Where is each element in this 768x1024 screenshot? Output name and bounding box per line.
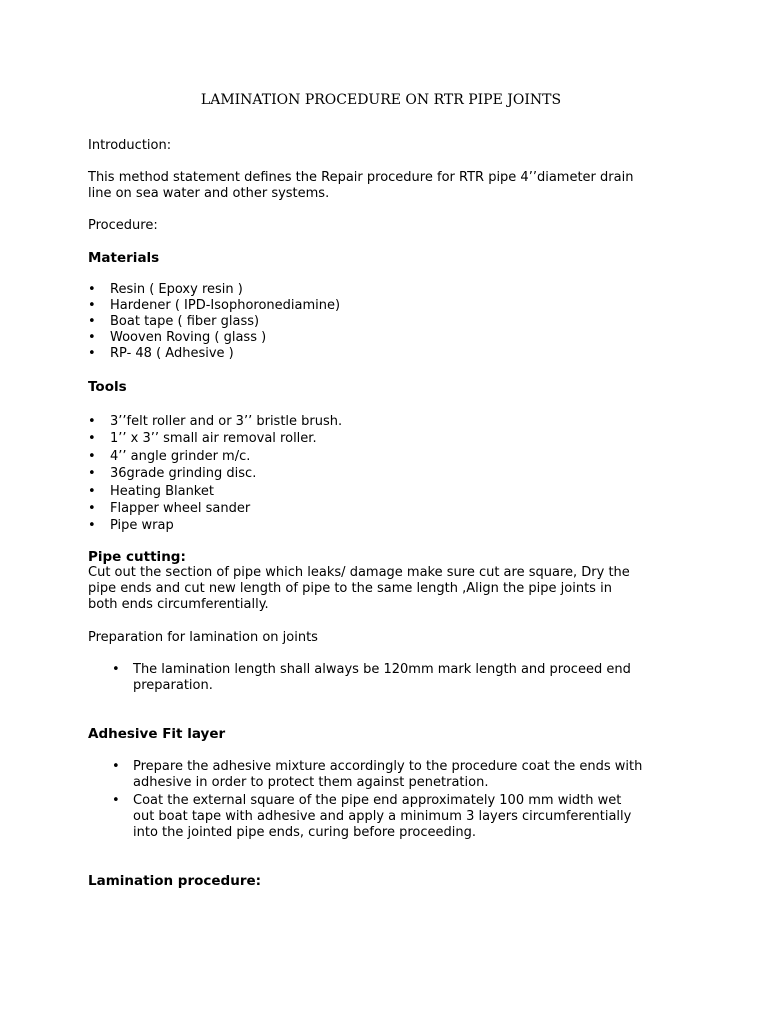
- materials-heading: Materials: [88, 250, 160, 266]
- pipe-cutting-section: [88, 549, 688, 613]
- bullet-icon: •: [88, 314, 96, 329]
- bullet-icon: •: [88, 501, 96, 517]
- list-item: • 4’’ angle grinder m/c.: [88, 448, 251, 464]
- bullet-icon: •: [88, 346, 96, 361]
- tools-heading: Tools: [88, 379, 127, 395]
- adhesive-fit-heading: Adhesive Fit layer: [88, 726, 226, 742]
- bullet-icon: •: [88, 414, 96, 429]
- bullet-icon: •: [88, 330, 96, 345]
- list-item: • Hardener ( IPD-Isophoronediamine): [88, 298, 341, 313]
- tools-list: [88, 413, 688, 535]
- list-item: • Coat the external square of the pipe end approximately 100 mm width wet out boat tape with adhesive and apply a minimum 3 layers circumferentially into the jointed pipe ends, curing before proceeding.: [112, 793, 632, 840]
- pipe-cutting-line: Cut out the section of pipe which leaks/ damage make sure cut are square, Dry the: [88, 565, 630, 580]
- list-item: • Boat tape ( fiber glass): [88, 314, 260, 329]
- bullet-icon: •: [112, 759, 120, 774]
- bullet-icon: •: [88, 518, 96, 534]
- preparation-heading: Preparation for lamination on joints: [88, 630, 318, 645]
- bullet-icon: •: [88, 466, 96, 482]
- intro-paragraph: [88, 170, 688, 202]
- intro-line: line on sea water and other systems.: [88, 186, 330, 201]
- materials-list: [88, 282, 688, 362]
- list-item: • Prepare the adhesive mixture accordingly to the procedure coat the ends with adhesive in order to protect them against penetration.: [112, 759, 643, 790]
- lamination-procedure-heading: Lamination procedure:: [88, 873, 262, 889]
- pipe-cutting-heading: Pipe cutting:: [88, 549, 186, 565]
- procedure-heading: Procedure:: [88, 218, 158, 233]
- intro-heading: Introduction:: [88, 138, 172, 153]
- list-item: • Resin ( Epoxy resin ): [88, 282, 243, 297]
- bullet-icon: •: [88, 448, 96, 464]
- intro-line: This method statement defines the Repair procedure for RTR pipe 4’’diameter drain: [88, 170, 634, 185]
- bullet-icon: •: [88, 298, 96, 313]
- list-item: • The lamination length shall always be 120mm mark length and proceed end preparation.: [112, 662, 631, 693]
- bullet-icon: •: [88, 431, 96, 447]
- list-item: • Wooven Roving ( glass ): [88, 330, 267, 345]
- pipe-cutting-line: both ends circumferentially.: [88, 597, 269, 612]
- list-item: • RP- 48 ( Adhesive ): [88, 346, 234, 361]
- bullet-icon: •: [88, 282, 96, 297]
- adhesive-fit-list: [88, 759, 678, 841]
- bullet-icon: •: [112, 662, 120, 677]
- list-item: • 1’’ x 3’’ small air removal roller.: [88, 431, 317, 447]
- list-item: • 36grade grinding disc.: [88, 466, 257, 482]
- list-item: • 3’’felt roller and or 3’’ bristle brush.: [88, 414, 343, 429]
- document-title: LAMINATION PROCEDURE ON RTR PIPE JOINTS: [200, 92, 562, 108]
- list-item: • Flapper wheel sander: [88, 501, 251, 517]
- bullet-icon: •: [112, 793, 120, 808]
- pipe-cutting-line: pipe ends and cut new length of pipe to the same length ,Align the pipe joints in: [88, 581, 612, 596]
- list-item: • Pipe wrap: [88, 518, 174, 534]
- list-item: • Heating Blanket: [88, 483, 214, 499]
- bullet-icon: •: [88, 483, 96, 499]
- preparation-list: [88, 662, 678, 694]
